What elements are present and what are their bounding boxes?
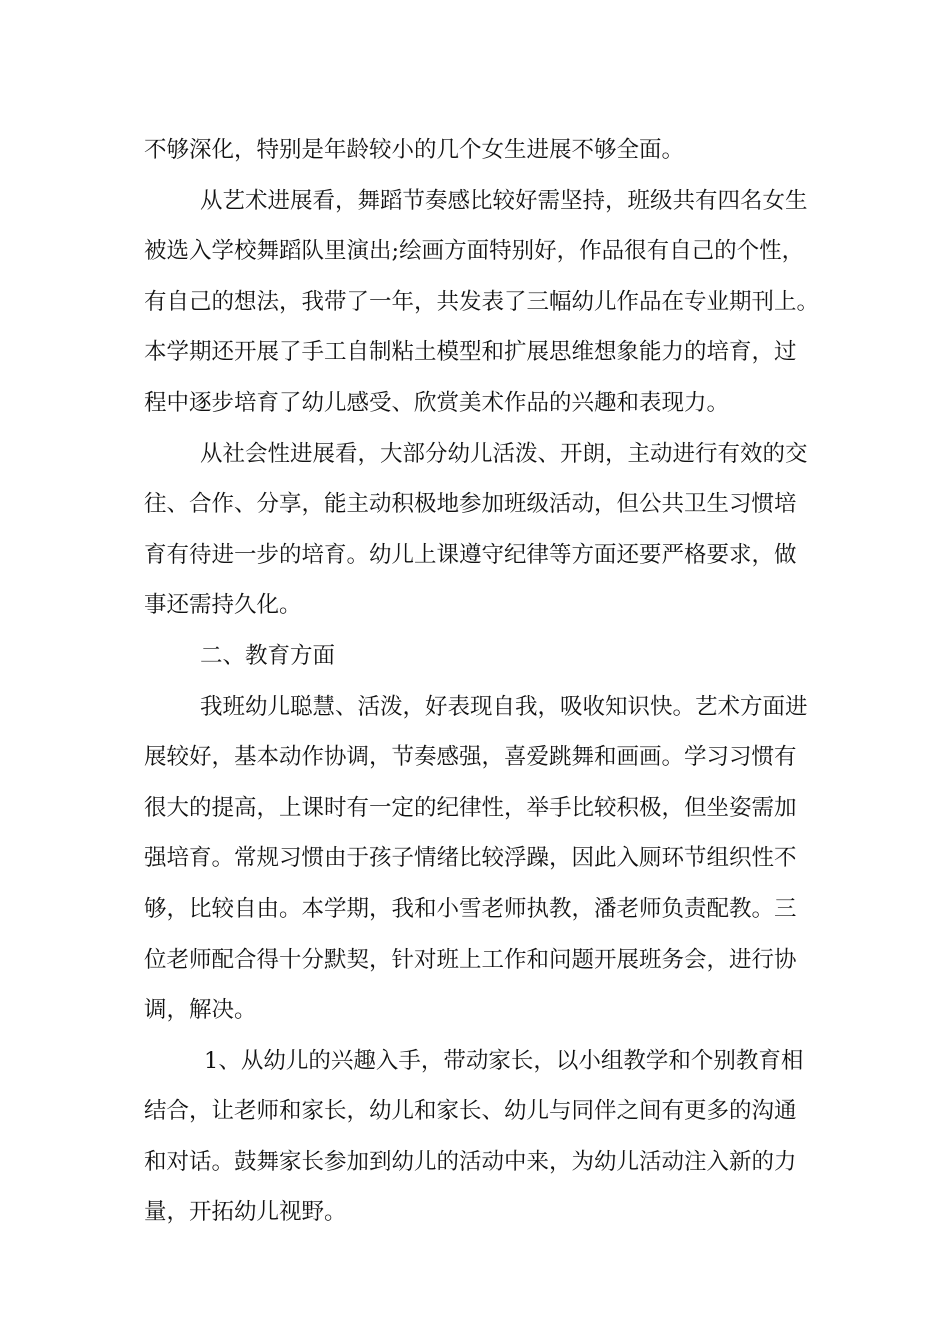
text-line: 本学期还开展了手工自制粘土模型和扩展思维想象能力的培育，过: [144, 339, 797, 366]
text-line: 有自己的想法，我带了一年，共发表了三幅幼儿作品在专业期刊上。: [144, 288, 820, 315]
text-line: 事还需持久化。: [144, 592, 302, 619]
text-line: 从社会性进展看，大部分幼儿活泼、开朗，主动进行有效的交: [200, 440, 808, 467]
text-line: 展较好，基本动作协调，节奏感强，喜爱跳舞和画画。学习习惯有: [144, 744, 797, 771]
list-item-line: 1、从幼儿的兴趣入手，带动家长，以小组教学和个别教育相: [204, 1047, 804, 1074]
text-line: 被选入学校舞蹈队里演出;绘画方面特别好，作品很有自己的个性，: [144, 238, 805, 265]
text-line: 和对话。鼓舞家长参加到幼儿的活动中来，为幼儿活动注入新的力: [144, 1148, 797, 1175]
text-line: 够，比较自由。本学期，我和小雪老师执教，潘老师负责配教。三: [144, 895, 797, 922]
text-line: 不够深化，特别是年龄较小的几个女生进展不够全面。: [144, 137, 685, 163]
text-line: 调，解决。: [144, 997, 257, 1024]
text-line: 强培育。常规习惯由于孩子情绪比较浮躁，因此入厕环节组织性不: [144, 845, 797, 872]
body-text: [144, 125, 820, 1238]
text-line: 从艺术进展看，舞蹈节奏感比较好需坚持，班级共有四名女生: [200, 187, 808, 214]
section-heading: 二、教育方面: [200, 642, 336, 669]
text-line: 量，开拓幼儿视野。: [144, 1199, 347, 1226]
text-line: 程中逐步培育了幼儿感受、欣赏美术作品的兴趣和表现力。: [144, 389, 730, 416]
text-line: 我班幼儿聪慧、活泼，好表现自我，吸收知识快。艺术方面进: [200, 693, 808, 720]
text-line: 位老师配合得十分默契，针对班上工作和问题开展班务会，进行协: [144, 946, 797, 973]
text-line: 结合，让老师和家长，幼儿和家长、幼儿与同伴之间有更多的沟通: [144, 1098, 797, 1125]
text-line: 育有待进一步的培育。幼儿上课遵守纪律等方面还要严格要求，做: [144, 541, 797, 568]
text-line: 往、合作、分享，能主动积极地参加班级活动，但公共卫生习惯培: [144, 491, 797, 518]
text-line: 很大的提高，上课时有一定的纪律性，举手比较积极，但坐姿需加: [144, 794, 797, 821]
